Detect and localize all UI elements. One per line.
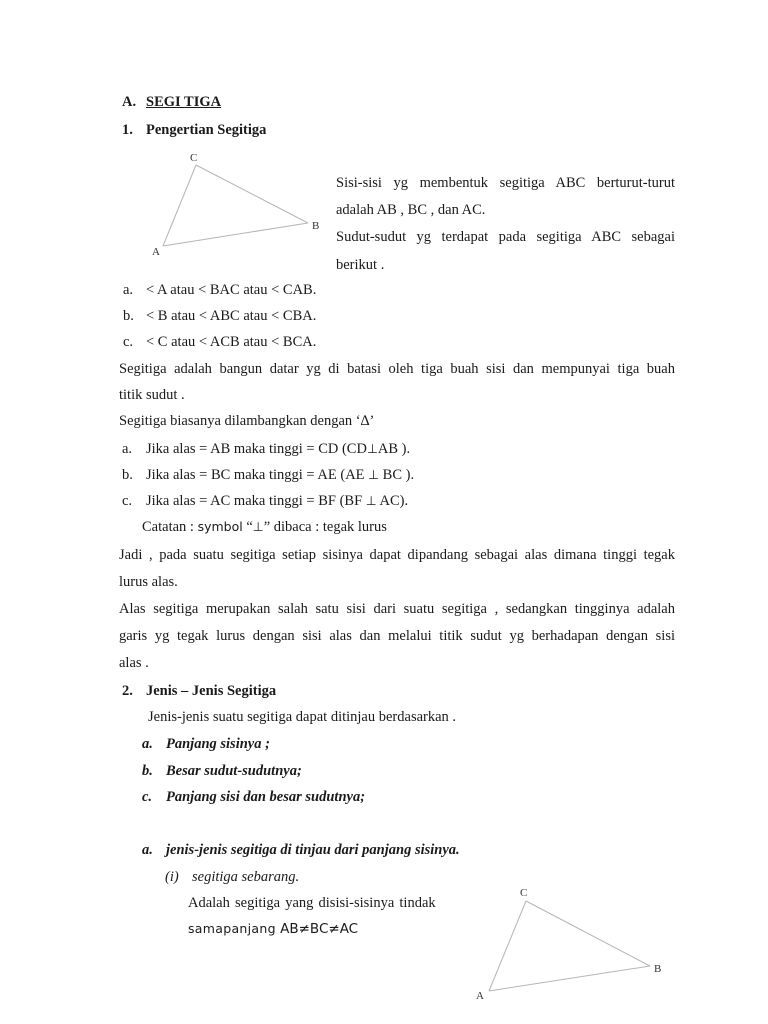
vertex-label-a: A — [476, 990, 484, 1002]
base-height-line: alas . — [119, 655, 149, 671]
height-text: AB ). — [377, 441, 411, 457]
base-height-line: Alas segitiga merupakan salah satu sisi dari suatu segitiga , sedangkan tingginya adalah — [119, 601, 675, 617]
vertex-label-b: B — [312, 220, 320, 232]
conclusion-line: lurus alas. — [119, 574, 178, 590]
base-height-line: garis yg tegak lurus dengan sisi alas dan melalui titik sudut yg berhadapan dengan sisi — [119, 628, 675, 644]
perpendicular-icon: ⊥ — [252, 519, 264, 534]
list-marker: c. — [123, 334, 134, 350]
list-item: < B atau < ABC atau < CBA. — [146, 308, 317, 324]
note-text: dibaca : tegak lurus — [270, 519, 387, 535]
list-item: < C atau < ACB atau < BCA. — [146, 334, 317, 350]
list-item: Panjang sisinya ; — [166, 736, 270, 752]
perpendicular-icon: ⊥ — [365, 493, 377, 508]
vertex-label-c: C — [190, 152, 198, 164]
list-item: < A atau < BAC atau < CAB. — [146, 282, 317, 298]
subsection-title: Pengertian Segitiga — [146, 122, 267, 138]
perpendicular-icon: ⊥ — [368, 467, 380, 482]
height-text: AC). — [376, 493, 409, 509]
definition-line: Segitiga adalah bangun datar yg di batasi oleh tiga buah sisi dan mempunyai tiga buah — [119, 361, 675, 377]
subsection-number: 2. — [122, 683, 133, 699]
vertex-label-a: A — [152, 246, 160, 258]
intro-line: Sudut-sudut yg terdapat pada segitiga ABC sebagai — [336, 229, 675, 245]
note-label: Catatan : — [142, 519, 198, 535]
vertex-label-c: C — [520, 887, 528, 899]
list-marker: a. — [142, 736, 153, 752]
item-description: Adalah segitiga yang disisi-sisinya tindak — [188, 895, 436, 911]
list-marker: b. — [123, 308, 134, 324]
item-title: segitiga sebarang. — [192, 869, 300, 885]
intro-line: Sisi-sisi yg membentuk segitiga ABC berturut-turut — [336, 175, 675, 191]
height-text: BC ). — [379, 467, 415, 483]
item-word: samapanjang — [188, 921, 276, 936]
section-title: SEGI TIGA — [146, 94, 222, 110]
intro-line: berikut . — [336, 257, 385, 273]
note-quote: “ — [242, 519, 253, 535]
list-item: Besar sudut-sudutnya; — [166, 763, 302, 779]
subsection-marker: a. — [142, 842, 153, 858]
subsection-title: jenis-jenis segitiga di tinjau dari panjang sisinya. — [166, 842, 460, 858]
section-label: A. — [122, 94, 137, 110]
subsection-title: Jenis – Jenis Segitiga — [146, 683, 277, 699]
inequality-expression: AB≠BC≠AC — [275, 921, 359, 937]
symbol-line: Segitiga biasanya dilambangkan dengan ‘∆’ — [119, 413, 375, 429]
subsection-intro: Jenis-jenis suatu segitiga dapat ditinjau berdasarkan . — [148, 709, 457, 725]
height-text: Jika alas = BC maka tinggi = AE (AE — [146, 467, 369, 483]
height-text: Jika alas = AC maka tinggi = BF (BF — [146, 493, 366, 509]
list-marker: a. — [122, 441, 133, 457]
list-item: Panjang sisi dan besar sudutnya; — [166, 789, 366, 805]
perpendicular-icon: ⊥ — [366, 441, 378, 456]
note-quote: ” — [263, 519, 271, 535]
height-text: Jika alas = AB maka tinggi = CD (CD — [146, 441, 367, 457]
subsection-number: 1. — [122, 122, 133, 138]
intro-line: adalah AB , BC , dan AC. — [336, 202, 486, 218]
list-marker: c. — [122, 493, 133, 509]
list-marker: a. — [123, 282, 134, 298]
note-symbol-word: symbol — [197, 519, 243, 534]
list-marker: b. — [142, 763, 153, 779]
list-marker: b. — [122, 467, 133, 483]
conclusion-line: Jadi , pada suatu segitiga setiap sisinya dapat dipandang sebagai alas dimana tinggi tegak — [119, 547, 675, 563]
item-marker: (i) — [165, 869, 179, 885]
list-marker: c. — [142, 789, 153, 805]
vertex-label-b: B — [654, 963, 662, 975]
definition-line: titik sudut . — [119, 387, 185, 403]
